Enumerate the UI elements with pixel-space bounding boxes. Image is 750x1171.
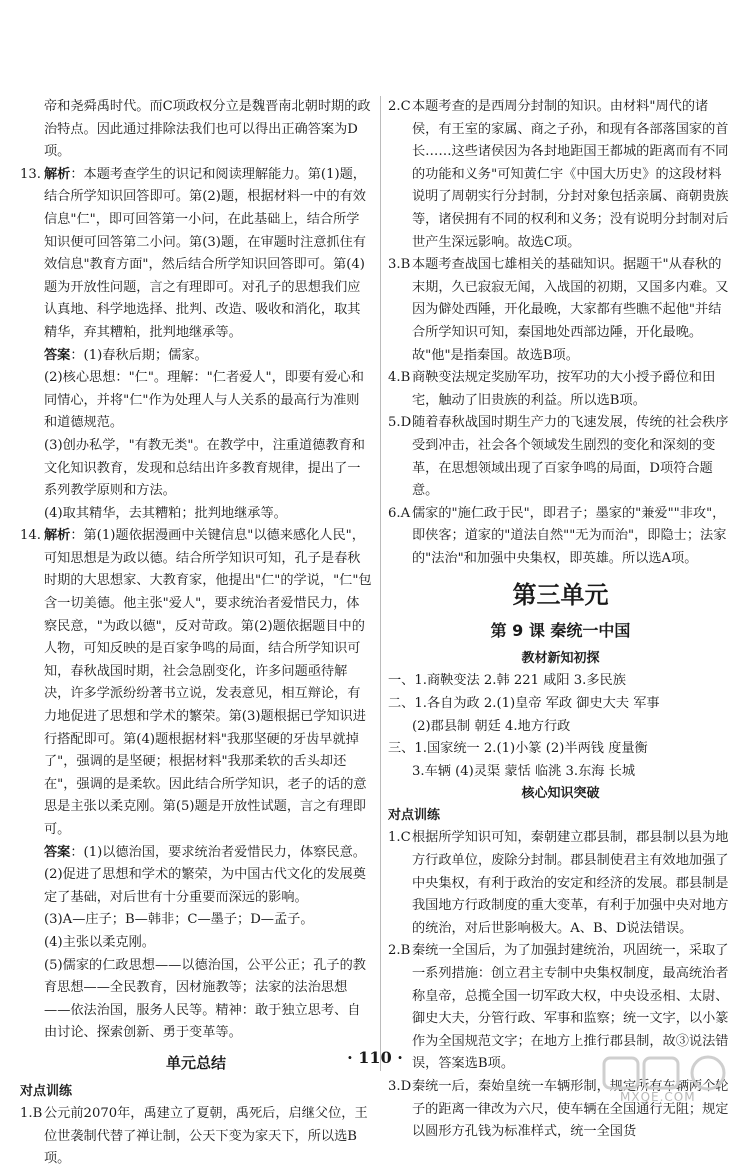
question-13: 13. 解析：本题考查学生的识记和阅读理解能力。第(1)题，结合所学知识回答即可。第(2)题，根据材料一中的有效信息"仁"，即可回答第一小问，在此基础上，结合所学知识便可回答第二小问。第(3)题，在审题时注意抓住有效信息"教育方面"，然后结合所学知识回答即可。第(4)题为开放性问题，言之有理即可。对孔子的思想我们应认真地、科学地选择、批判、改造、吸收和消化，取其精华，弃其糟粕，批判地继承等。 [20,166,366,340]
question-14: 14. 解析：第(1)题依据漫画中关键信息"以德来感化人民"，可知思想是为政以德。结合所学知识可知，孔子是春秋时期的大思想家、大教育家，他提出"仁"的学说，"仁"包含一切美德。他主张"爱人"，要求统治者爱惜民力，体察民意，"为政以德"，反对苛政。第(2)题依据题目中的人物，可知反映的是百家争鸣的局面，结合所学知识可知，春秋战国时期，社会急剧变化，许多问题亟待解决，许多学派纷纷著书立说，发表意见，相互辩论，有力地促进了思想和学术的繁荣。第(3)题根据已学知识进行搭配即可。第(4)题根据材料"我那坚硬的牙齿早就掉了"，强调的是坚硬；根据材料"我那柔软的舌头却还在"，强调的是柔软。因此结合所学知识，老子的话的意思是主张以柔克刚。第(5)题是开放性试题，言之有理即可。 [20,528,372,837]
question-5: 5.D随着春秋战国时期生产力的飞速发展，传统的社会秩序受到冲击，社会各个领域发生剧烈的变化和深刻的变革，在思想领域出现了百家争鸣的局面，D项符合题意。 [388,415,729,499]
question-3: 3.B 本题考查战国七雄相关的基础知识。据题干"从春秋的末期，久已寂寂无闻，入战国的初期，又国多内难。又因为僻处西陲，开化最晚，大家都有些瞧不起他"并结合所学知识可知，秦国地处西部边陲，开化最晚。故"他"是指秦国。故选B项。 [388,257,729,363]
summary-title: 单元总结 [165,1053,226,1072]
section-title: 对点训练 [20,1083,73,1099]
unit-title: 第三单元 [512,581,609,610]
answer-13-3: (3)创办私学，"有教无类"。在教学中，注重道德教育和文化知识教育，发现和总结出许多教育规律，提出了一系列教学原则和方法。 [44,437,365,499]
question-4: 4.B 商鞅变法规定奖励军功，按军功的大小授予爵位和田宅，触动了旧贵族的利益。所以选B项。 [388,370,716,408]
answer-13-1: 答案：(1)春秋后期；儒家。 [44,347,208,363]
question-6: 6.A 儒家的"施仁政于民"，即君子；墨家的"兼爱""非攻"，即侠客；道家的"道法自然""无为而治"，即隐士；法家的"法治"和加强中央集权，即英雄。所以选A项。 [388,505,727,566]
right-column [388,96,733,1144]
summary-q1: 1.B 公元前2070年，禹建立了夏朝，禹死后，启继父位，王位世袭制代替了禅让制，公天下变为家天下，所以选B项。 [20,1105,368,1167]
knowledge-line: 三、1.国家统一 2.(1)小篆 (2)半两钱 度量衡 [388,741,648,757]
training-q3: 3.D秦统一后，秦始皇统一车辆形制，规定所有车辆两个轮子的距离一律改为六尺，使车辆在全国通行无阻；规定以圆形方孔钱为标准样式，统一全国货 [388,1078,729,1140]
watermark-text: MXQE.COM [620,1090,696,1104]
question-2: 2.C本题考查的是西周分封制的知识。由材料"周代的诸侯，有王室的家属、商之子孙，和现有各部落国家的首长……这些诸侯因为各封地距国王都城的距离而有不同的功能和义务"可知黄仁宇《中国大历史》的这段材料说明了周朝实行分封制，分封对象包括亲属、商朝贵族等，诸侯拥有不同的权利和义务；没有说明分封制对后世产生深远影响。故选C项。 [388,99,729,250]
knowledge-line: 3.车辆 (4)灵渠 蒙恬 临洮 3.东海 长城 [412,763,636,779]
training-q2: 2.B 秦统一全国后，为了加强封建统治，巩固统一，采取了一系列措施：创立君主专制中央集权制度，最高统治者称皇帝，总揽全国一切军政大权，中央设丞相、太尉、御史大夫，分管行政、军事和监察；统一文字，以小篆作为全国规范文字；在地方上推行郡县制，故③说法错误，答案选B项。 [388,943,729,1072]
lesson-title: 第 9 课 秦统一中国 [490,621,631,641]
column-divider [380,96,381,1071]
left-column [20,96,372,1171]
answer-14-5: (5)儒家的仁政思想——以德治国，公平公正；孔子的教育思想——全民教育，因材施教等；法家的法治思想——依法治国，服务人民等。精神：敢于独立思考、自由讨论、探索创新、勇于变革等。 [44,957,366,1041]
answer-14-1: 答案：(1)以德治国，要求统治者爱惜民力，体察民意。 [44,844,366,860]
answer-14-4: (4)主张以柔克刚。 [44,934,155,950]
paragraph: 帝和尧舜禹时代。而C项政权分立是魏晋南北朝时期的政治特点。因此通过排除法我们也可以得出正确答案为D项。 [44,99,371,160]
knowledge-line: 一、1.商鞅变法 2.韩 221 咸阳 3.多民族 [388,673,626,689]
subsection-title: 教材新知初探 [521,651,600,667]
answer-14-3: (3)A—庄子；B—韩非；C—墨子；D—孟子。 [44,912,314,928]
answer-13-2: (2)核心思想："仁"。理解："仁者爱人"，即要有爱心和同情心，并将"仁"作为处理人与人关系的最高行为准则和道德规范。 [44,370,364,431]
knowledge-line: (2)郡县制 朝廷 4.地方行政 [412,718,571,734]
page-number: · 110 · [347,1048,403,1067]
answer-14-2: (2)促进了思想和学术的繁荣，为中国古代文化的发展奠定了基础，对后世有十分重要而深远的影响。 [44,867,366,905]
knowledge-line: 二、1.各自为政 2.(1)皇帝 军政 御史大夫 军事 [388,696,660,712]
section-title: 对点训练 [388,808,441,824]
training-q1: 1.C根据所学知识可知，秦朝建立郡县制，郡县制以县为地方行政单位，废除分封制。郡县制使君主有效地加强了中央集权，有利于政治的安定和经济的发展。郡县制是我国地方行政制度的重大变革，有利于加强中央对地方的统治，对后世影响极大。A、B、D说法错误。 [388,830,729,936]
subsection-title: 核心知识突破 [521,786,600,802]
answer-13-4: (4)取其精华，去其糟粕；批判地继承等。 [44,505,287,521]
